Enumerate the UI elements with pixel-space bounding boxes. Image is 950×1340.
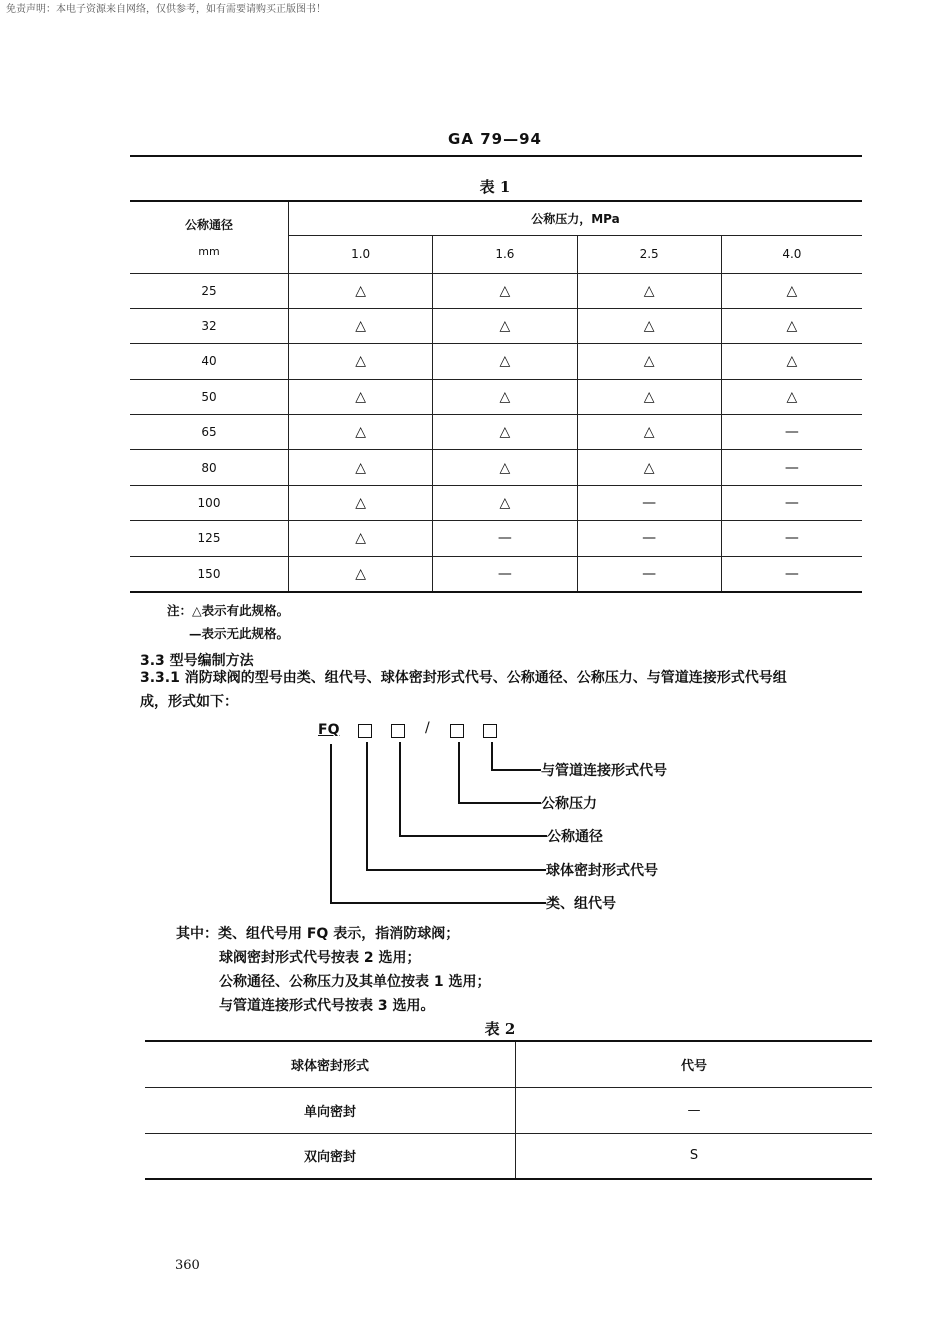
- spec-cell: △: [433, 485, 577, 520]
- seal-code-cell: —: [516, 1087, 873, 1133]
- pressure-col-header: 1.6: [433, 235, 577, 273]
- spec-cell: —: [577, 485, 721, 520]
- spec-cell: △: [433, 308, 577, 343]
- table1-diameter-header: [130, 201, 289, 273]
- dn-cell: 40: [130, 344, 289, 379]
- table-row: [145, 1041, 872, 1087]
- code-box-3: [450, 724, 464, 738]
- table-row: [130, 521, 862, 556]
- dn-cell: 65: [130, 415, 289, 450]
- table-row: [145, 1087, 872, 1133]
- spec-cell: △: [289, 521, 433, 556]
- spec-cell: △: [577, 344, 721, 379]
- pressure-col-header: 4.0: [721, 235, 862, 273]
- spec-cell: △: [289, 556, 433, 591]
- label-seal-code: 球体密封形式代号: [546, 863, 658, 879]
- table2-header-code: 代号: [516, 1041, 873, 1087]
- section-3-3-heading: 3.3 型号编制方法: [140, 653, 254, 669]
- spec-cell: △: [289, 379, 433, 414]
- spec-cell: △: [577, 379, 721, 414]
- spec-cell: —: [433, 556, 577, 591]
- pressure-col-header: 2.5: [577, 235, 721, 273]
- pressure-col-header: 1.0: [289, 235, 433, 273]
- dn-cell: 80: [130, 450, 289, 485]
- leader-line: [458, 742, 460, 803]
- page-number: 360: [175, 1258, 200, 1273]
- table2-header-seal: 球体密封形式: [145, 1041, 516, 1087]
- leader-line: [491, 769, 541, 771]
- table-row: [130, 485, 862, 520]
- spec-cell: —: [433, 521, 577, 556]
- diameter-label: 公称通径: [184, 218, 233, 233]
- label-connection-code: 与管道连接形式代号: [541, 763, 667, 779]
- spec-cell: —: [721, 485, 862, 520]
- leader-line: [330, 744, 332, 903]
- dn-cell: 125: [130, 521, 289, 556]
- dn-cell: 100: [130, 485, 289, 520]
- leader-line: [366, 742, 368, 870]
- spec-cell: △: [433, 450, 577, 485]
- table-row: [145, 1133, 872, 1179]
- spec-cell: △: [289, 308, 433, 343]
- table2-title: 表 2: [484, 1020, 516, 1038]
- table-row: [130, 556, 862, 591]
- spec-cell: △: [721, 379, 862, 414]
- seal-type-cell: 单向密封: [145, 1087, 516, 1133]
- diagram-prefix: FQ: [318, 722, 340, 738]
- leader-line: [399, 742, 401, 836]
- code-box-1: [358, 724, 372, 738]
- disclaimer-text: 免责声明：本电子资源来自网络，仅供参考，如有需要请购买正版图书！: [6, 4, 326, 15]
- table-row: [130, 344, 862, 379]
- note-line-1: 注：△表示有此规格。: [167, 603, 290, 618]
- para-3-3-1-line1: 3.3.1 消防球阀的型号由类、组代号、球体密封形式代号、公称通径、公称压力、与管道连接形式代号组: [140, 670, 787, 686]
- diameter-unit: mm: [198, 245, 220, 259]
- table-row: [130, 450, 862, 485]
- spec-cell: △: [433, 379, 577, 414]
- para-3-3-1-line2: 成，形式如下：: [140, 694, 238, 710]
- spec-cell: —: [721, 415, 862, 450]
- seal-code-cell: S: [516, 1133, 873, 1179]
- label-nominal-pressure: 公称压力: [541, 796, 597, 812]
- spec-cell: △: [289, 344, 433, 379]
- spec-cell: △: [577, 415, 721, 450]
- spec-cell: △: [289, 415, 433, 450]
- spec-cell: △: [721, 308, 862, 343]
- leader-line: [491, 742, 493, 770]
- table2: [145, 1040, 872, 1180]
- explanation-line-2: 球阀密封形式代号按表 2 选用；: [219, 950, 421, 966]
- seal-type-cell: 双向密封: [145, 1133, 516, 1179]
- spec-cell: △: [289, 450, 433, 485]
- spec-cell: △: [433, 415, 577, 450]
- note-line-2: —表示无此规格。: [189, 626, 290, 641]
- dn-cell: 25: [130, 273, 289, 308]
- header-rule: [130, 155, 862, 157]
- table1-title: 表 1: [479, 178, 511, 196]
- table-row: [130, 415, 862, 450]
- spec-cell: △: [433, 344, 577, 379]
- spec-cell: △: [289, 273, 433, 308]
- leader-line: [399, 835, 547, 837]
- leader-line: [458, 802, 541, 804]
- spec-cell: △: [721, 273, 862, 308]
- spec-cell: —: [577, 556, 721, 591]
- label-nominal-diameter: 公称通径: [547, 829, 603, 845]
- diagram-slash: /: [425, 720, 430, 736]
- spec-cell: △: [577, 308, 721, 343]
- spec-cell: —: [721, 556, 862, 591]
- spec-cell: △: [289, 485, 433, 520]
- explanation-line-3: 公称通径、公称压力及其单位按表 1 选用；: [219, 974, 491, 990]
- table-row: [130, 308, 862, 343]
- leader-line: [330, 902, 546, 904]
- spec-cell: △: [577, 450, 721, 485]
- spec-cell: △: [433, 273, 577, 308]
- spec-cell: △: [721, 344, 862, 379]
- spec-cell: —: [721, 521, 862, 556]
- label-class-group-code: 类、组代号: [546, 896, 616, 912]
- table-row: [130, 379, 862, 414]
- explanation-line-4: 与管道连接形式代号按表 3 选用。: [219, 998, 435, 1014]
- table1: [130, 200, 862, 593]
- dn-cell: 150: [130, 556, 289, 591]
- standard-number: GA 79—94: [448, 130, 542, 148]
- table-row: [130, 273, 862, 308]
- spec-cell: —: [577, 521, 721, 556]
- dn-cell: 50: [130, 379, 289, 414]
- spec-cell: —: [721, 450, 862, 485]
- explanation-line-1: 其中：类、组代号用 FQ 表示，指消防球阀；: [176, 926, 460, 942]
- code-box-2: [391, 724, 405, 738]
- dn-cell: 32: [130, 308, 289, 343]
- leader-line: [366, 869, 546, 871]
- code-box-4: [483, 724, 497, 738]
- spec-cell: △: [577, 273, 721, 308]
- table1-pressure-header: 公称压力，MPa: [289, 201, 863, 235]
